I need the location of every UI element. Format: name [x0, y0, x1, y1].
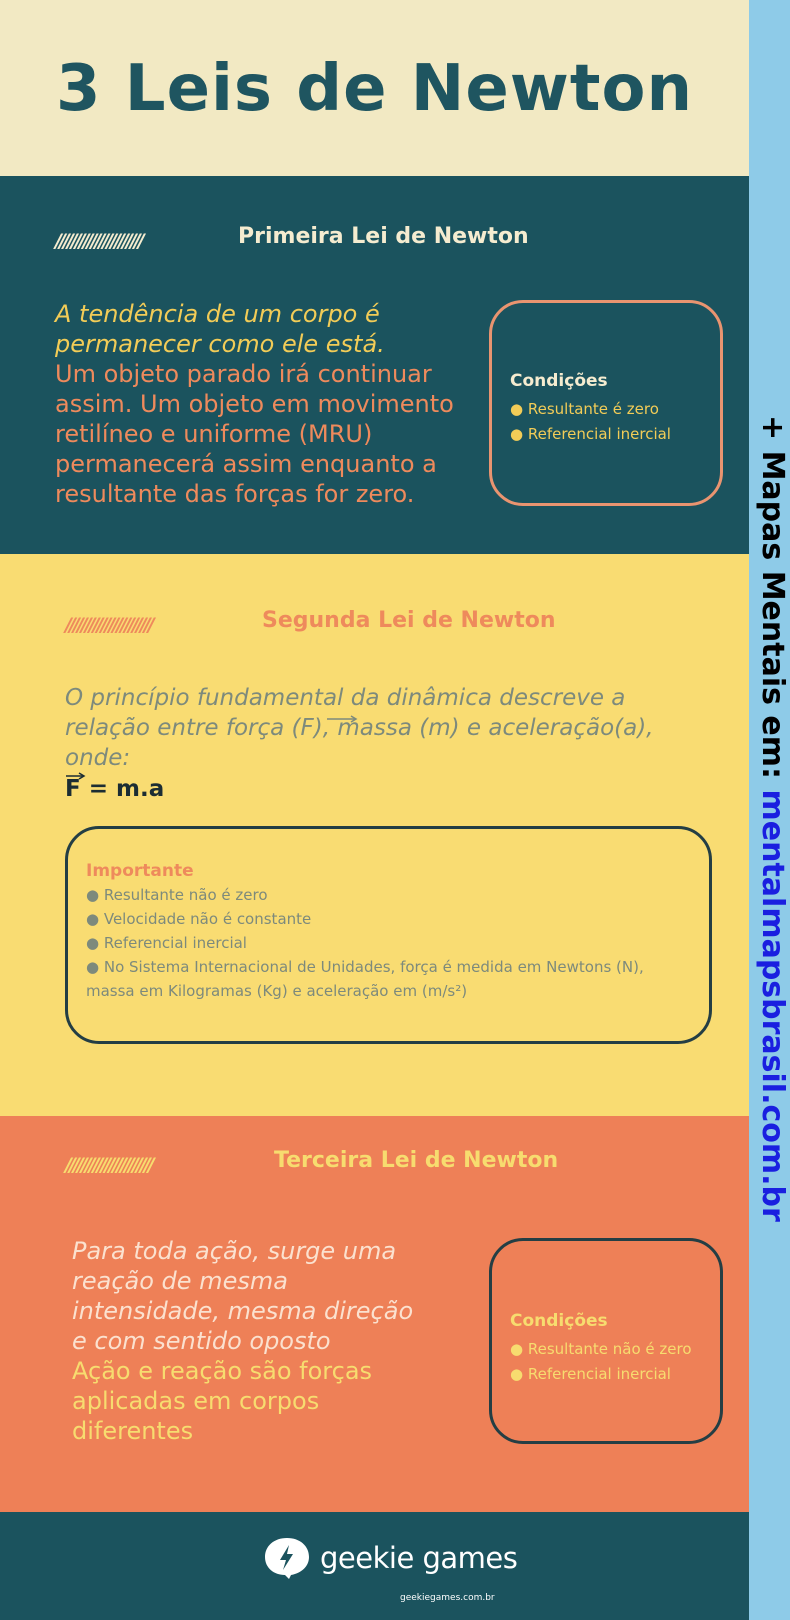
- hatch-decoration: //////////////////////: [55, 230, 142, 252]
- second-law-box-item: ● Velocidade não é constante: [86, 910, 312, 928]
- third-law-italic-text: Para toda ação, surge uma reação de mesma intensidade, mesma direção e com sentido oposto: [72, 1237, 414, 1355]
- second-law-section: [0, 554, 749, 1116]
- brand-name: geekie games: [320, 1541, 518, 1575]
- lightning-bubble-icon: [262, 1536, 312, 1580]
- first-law-box-heading: Condições: [510, 371, 608, 391]
- third-law-section: [0, 1116, 749, 1512]
- promo-sidebar: [749, 0, 790, 1620]
- third-law-title: Terceira Lei de Newton: [274, 1148, 559, 1173]
- hatch-decoration: //////////////////////: [65, 614, 152, 636]
- page-title: 3 Leis de Newton: [55, 52, 694, 126]
- promo-link[interactable]: mentalmapsbrasil.com.br: [755, 789, 790, 1222]
- force-formula: F = m.a: [65, 776, 165, 802]
- second-law-box-item: ● Resultante não é zero: [86, 886, 268, 904]
- second-law-title: Segunda Lei de Newton: [262, 608, 556, 633]
- second-law-important-box: [65, 826, 712, 1044]
- first-law-section: [0, 176, 749, 554]
- first-law-title: Primeira Lei de Newton: [238, 224, 529, 249]
- second-law-box-item: ● Referencial inercial: [86, 934, 247, 952]
- first-law-normal-text: Um objeto parado irá continuar assim. Um objeto em movimento retilíneo e uniforme (MRU) permanecerá assim enquanto a resultante das forças for zero.: [55, 360, 454, 508]
- first-law-box-item: ● Resultante é zero: [510, 400, 659, 418]
- second-law-text: O princípio fundamental da dinâmica descreve a relação entre força (F), massa (m) e aceleração(a), onde:: [65, 685, 654, 771]
- vector-arrow-icon: [325, 714, 361, 724]
- third-law-conditions-box: [489, 1238, 723, 1444]
- second-law-box-item: ● No Sistema Internacional de Unidades, força é medida em Newtons (N), massa em Kilogramas (Kg) e aceleração em (m/s²): [86, 958, 644, 1000]
- first-law-conditions-box: [489, 300, 723, 506]
- second-law-box-heading: Importante: [86, 861, 194, 881]
- first-law-box-item: ● Referencial inercial: [510, 425, 671, 443]
- third-law-box-item: ● Resultante não é zero: [510, 1340, 692, 1358]
- promo-prefix: + Mapas Mentais em:: [755, 415, 790, 790]
- first-law-text: [55, 299, 455, 509]
- footer: [0, 1512, 749, 1620]
- footer-website[interactable]: geekiegames.com.br: [400, 1593, 495, 1603]
- third-law-box-heading: Condições: [510, 1311, 608, 1331]
- third-law-box-item: ● Referencial inercial: [510, 1365, 671, 1383]
- third-law-normal-text: Ação e reação são forças aplicadas em corpos diferentes: [72, 1357, 373, 1445]
- hatch-decoration: //////////////////////: [65, 1154, 152, 1176]
- title-band: [0, 0, 749, 176]
- geekie-games-logo[interactable]: [262, 1536, 517, 1580]
- third-law-text: [72, 1236, 432, 1446]
- promo-text: [755, 415, 790, 1222]
- first-law-italic-text: A tendência de um corpo é permanecer como ele está.: [55, 300, 385, 358]
